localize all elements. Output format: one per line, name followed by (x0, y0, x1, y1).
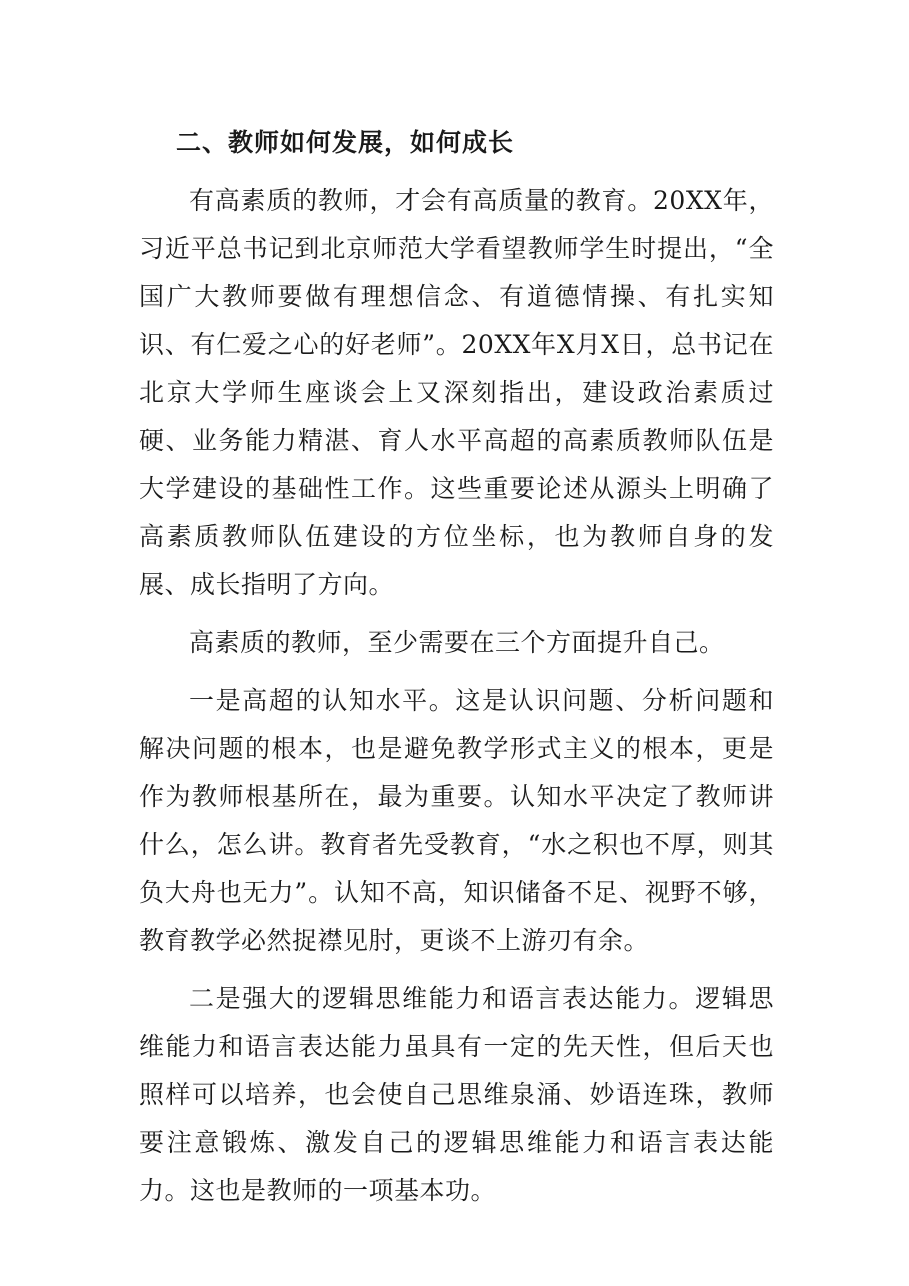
document-body (139, 118, 774, 1225)
section-heading: 二、教师如何发展，如何成长 (176, 128, 515, 157)
paragraph-cognition: 一是高超的认知水平。这是认识问题、分析问题和解决问题的根本，也是避免教学形式主义的根本，更是作为教师根基所在，最为重要。认知水平决定了教师讲什么，怎么讲。教育者先受教育，“水之积也不厚，则其负大舟也无力”。认知不高，知识储备不足、视野不够，教育教学必然捉襟见肘，更谈不上游刃有余。 (139, 686, 774, 955)
paragraph-logic-language: 二是强大的逻辑思维能力和语言表达能力。逻辑思维能力和语言表达能力虽具有一定的先天性，但后天也照样可以培养，也会使自己思维泉涌、妙语连珠，教师要注意锻炼、激发自己的逻辑思维能力和语言表达能力。这也是教师的一项基本功。 (139, 984, 774, 1205)
paragraph-intro: 有高素质的教师，才会有高质量的教育。20XX年，习近平总书记到北京师范大学看望教师学生时提出，“全国广大教师要做有理想信念、有道德情操、有扎实知识、有仁爱之心的好老师”。20XX年X月X日，总书记在北京大学师生座谈会上又深刻指出，建设政治素质过硬、业务能力精湛、育人水平高超的高素质教师队伍是大学建设的基础性工作。这些重要论述从源头上明确了高素质教师队伍建设的方位坐标，也为教师自身的发展、成长指明了方向。 (139, 186, 774, 599)
paragraph-summary: 高素质的教师，至少需要在三个方面提升自己。 (189, 628, 725, 657)
